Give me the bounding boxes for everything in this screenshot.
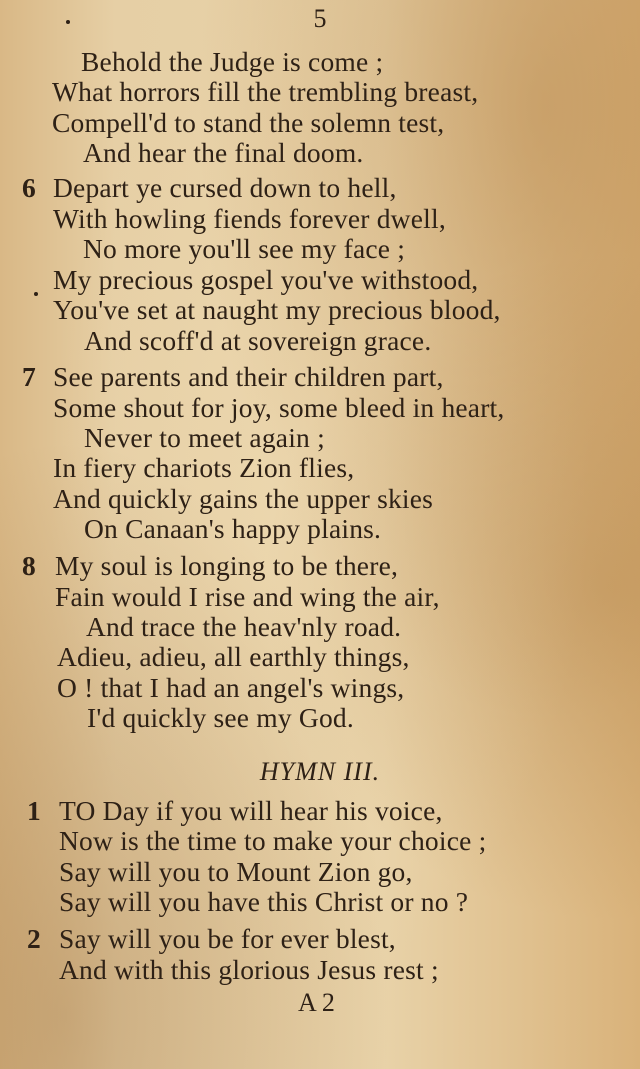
hymn-line: Depart ye cursed down to hell, xyxy=(53,172,397,203)
hymn-line: Say will you to Mount Zion go, xyxy=(59,856,413,887)
hymn-line: With howling fiends forever dwell, xyxy=(53,203,446,234)
verse-number: 7 xyxy=(22,361,36,392)
verse-number: 6 xyxy=(22,172,36,203)
hymn-line: And trace the heav'nly road. xyxy=(86,611,402,642)
hymn-line: In fiery chariots Zion flies, xyxy=(53,452,355,483)
hymn-line: I'd quickly see my God. xyxy=(87,702,354,733)
hymn-line: My soul is longing to be there, xyxy=(55,550,399,581)
hymn-line: And hear the final doom. xyxy=(83,137,364,168)
hymn-line: Behold the Judge is come ; xyxy=(81,46,384,77)
signature-mark: A 2 xyxy=(298,988,335,1017)
hymn-line: Compell'd to stand the solemn test, xyxy=(52,107,445,138)
hymn-line: And with this glorious Jesus rest ; xyxy=(59,954,439,985)
ink-speck xyxy=(34,292,38,296)
verse-number: 2 xyxy=(27,923,41,954)
hymn-line: And scoff'd at sovereign grace. xyxy=(84,325,432,356)
hymn-line: TO Day if you will hear his voice, xyxy=(59,795,443,826)
verse-number: 8 xyxy=(22,550,36,581)
ink-speck xyxy=(66,20,70,24)
hymn-line: Adieu, adieu, all earthly things, xyxy=(57,641,410,672)
hymn-line: Fain would I rise and wing the air, xyxy=(55,581,440,612)
hymn-line: Say will you be for ever blest, xyxy=(59,923,396,954)
hymn-heading: HYMN III. xyxy=(259,757,381,786)
hymn-line: See parents and their children part, xyxy=(53,361,444,392)
hymn-line: No more you'll see my face ; xyxy=(83,233,406,264)
hymn-line: Some shout for joy, some bleed in heart, xyxy=(53,392,505,423)
hymn-line: Say will you have this Christ or no ? xyxy=(59,886,469,917)
hymn-line: On Canaan's happy plains. xyxy=(84,513,382,544)
hymn-line: What horrors fill the trembling breast, xyxy=(52,76,479,107)
hymn-line: My precious gospel you've withstood, xyxy=(53,264,479,295)
hymn-line: Never to meet again ; xyxy=(84,422,325,453)
hymn-line: Now is the time to make your choice ; xyxy=(59,825,487,856)
verse-number: 1 xyxy=(27,795,41,826)
hymn-line: And quickly gains the upper skies xyxy=(53,483,434,514)
page-number: 5 xyxy=(313,4,327,33)
hymn-line: O ! that I had an angel's wings, xyxy=(57,672,405,703)
hymn-line: You've set at naught my precious blood, xyxy=(53,294,501,325)
